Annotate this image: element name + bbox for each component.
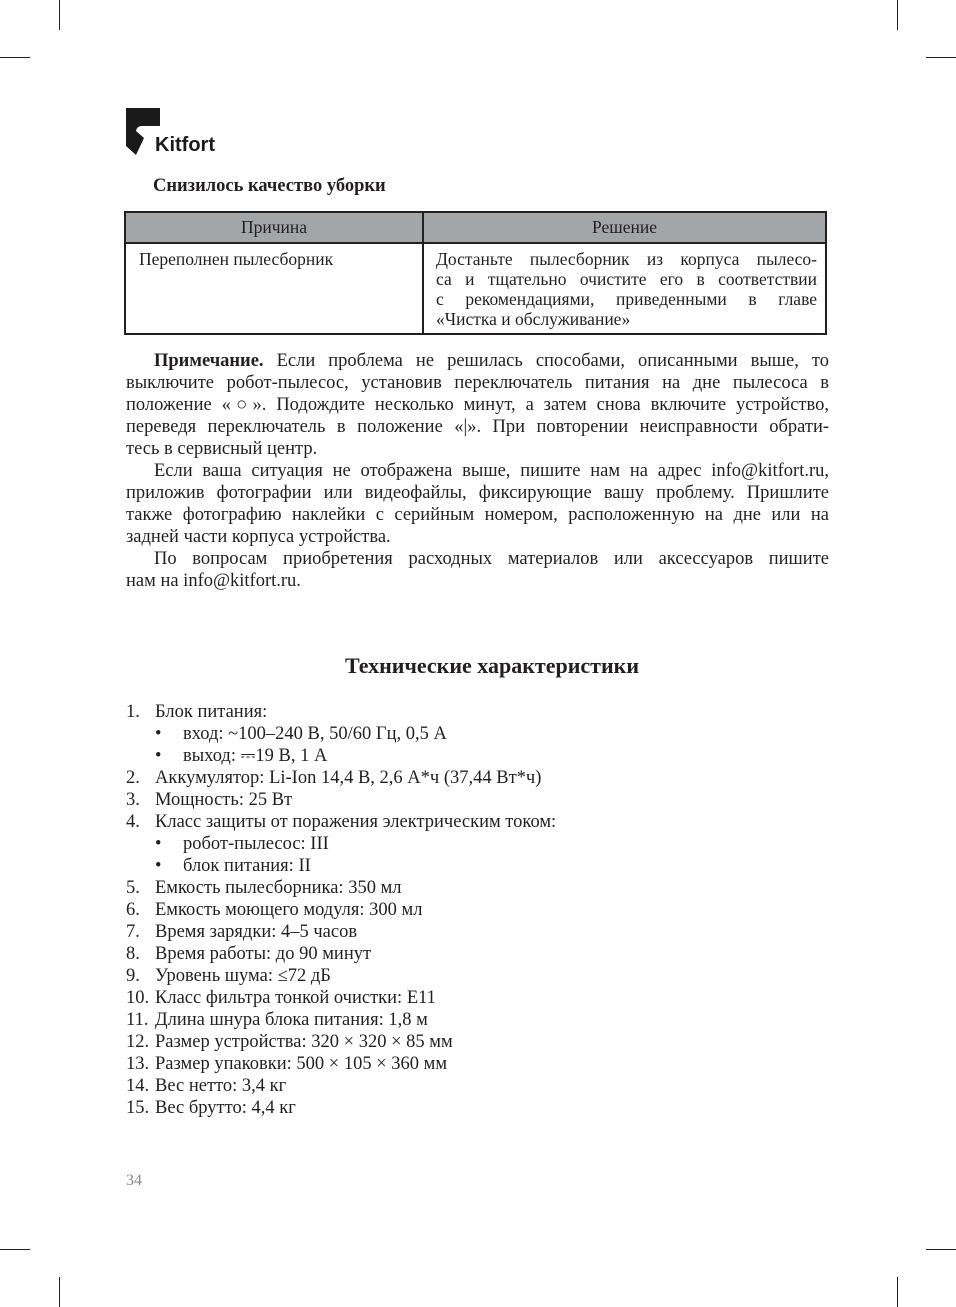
solution-line: Достаньте пылесборник из корпуса пылесо- — [436, 249, 817, 269]
spec-item — [126, 899, 422, 921]
solution-cell — [423, 243, 826, 334]
crop-mark — [59, 0, 60, 30]
spec-text: Размер устройства: 320 × 320 × 85 мм — [155, 1032, 453, 1052]
header-solution: Решение — [423, 212, 826, 243]
note-text: Если проблема не решилась способами, описанными выше, то — [263, 351, 829, 371]
spec-subitem — [155, 745, 327, 767]
spec-item — [126, 943, 371, 965]
spec-number: 6. — [126, 900, 140, 920]
kitfort-logo — [126, 108, 226, 160]
spec-item — [126, 767, 541, 789]
section-title: Снизилось качество уборки — [153, 176, 386, 196]
specs-title: Технические характеристики — [344, 653, 640, 678]
spec-number: 2. — [126, 768, 140, 788]
note-line: положение «○». Подождите несколько минут, а затем снова включите устройство, — [126, 395, 829, 415]
crop-mark — [897, 1277, 898, 1307]
spec-item — [126, 1009, 428, 1031]
crop-mark — [0, 1249, 30, 1250]
contact-line: Если ваша ситуация не отображена выше, пишите нам на адрес info@kitfort.ru, — [154, 461, 829, 481]
spec-subitem-text: выход: ⎓19 В, 1 А — [183, 746, 328, 766]
spec-item — [126, 1031, 453, 1053]
spec-number: 12. — [126, 1032, 150, 1052]
spec-text: Время работы: до 90 минут — [155, 944, 372, 964]
spec-number: 10. — [126, 988, 150, 1008]
spec-item — [126, 701, 267, 723]
spec-number: 3. — [126, 790, 140, 810]
cause-cell — [125, 243, 423, 334]
spec-number: 11. — [126, 1010, 149, 1030]
spec-text: Уровень шума: ≤72 дБ — [155, 966, 331, 986]
note-line: выключите робот-пылесос, установив переключатель питания на дне пылесоса в — [126, 373, 829, 393]
spec-item — [126, 1053, 447, 1075]
spec-text: Размер упаковки: 500 × 105 × 360 мм — [155, 1054, 448, 1074]
logo-text: Kitfort — [155, 134, 215, 156]
spec-number: 13. — [126, 1054, 150, 1074]
spec-subitem-text: вход: ~100–240 В, 50/60 Гц, 0,5 А — [183, 724, 447, 744]
spec-number: 9. — [126, 966, 140, 986]
spec-text: Емкость пылесборника: 350 мл — [155, 878, 402, 898]
note-line — [126, 350, 829, 372]
spec-number: 7. — [126, 922, 140, 942]
header-cause: Причина — [125, 212, 423, 243]
spec-subitem — [155, 723, 447, 745]
bullet-icon: • — [155, 746, 162, 766]
spec-item — [126, 811, 556, 833]
spec-item — [126, 965, 331, 987]
spec-subitem — [155, 855, 311, 877]
spec-number: 4. — [126, 812, 140, 832]
note-label: Примечание. — [154, 351, 264, 371]
spec-text: Длина шнура блока питания: 1,8 м — [155, 1010, 428, 1030]
spec-text: Вес брутто: 4,4 кг — [155, 1098, 296, 1118]
accessories-line: По вопросам приобретения расходных материалов или аксессуаров пишите — [154, 549, 829, 569]
crop-mark — [59, 1277, 60, 1307]
spec-number: 15. — [126, 1098, 150, 1118]
spec-text: Емкость моющего модуля: 300 мл — [155, 900, 423, 920]
table-row — [125, 243, 826, 334]
page-number: 34 — [126, 1172, 142, 1189]
bullet-icon: • — [155, 834, 162, 854]
spec-number: 1. — [126, 702, 140, 722]
crop-mark — [897, 0, 898, 30]
contact-line: также фотографию наклейки с серийным номером, расположенную на дне или на — [126, 505, 829, 525]
spec-item — [126, 877, 402, 899]
solution-line: «Чистка и обслуживание» — [436, 309, 631, 329]
spec-text: Аккумулятор: Li-Ion 14,4 В, 2,6 А*ч (37,44 Вт*ч) — [155, 768, 542, 788]
crop-mark — [926, 57, 956, 58]
spec-text: Блок питания: — [155, 702, 268, 722]
crop-mark — [926, 1249, 956, 1250]
spec-number: 5. — [126, 878, 140, 898]
spec-number: 14. — [126, 1076, 150, 1096]
bullet-icon: • — [155, 724, 162, 744]
accessories-line: нам на info@kitfort.ru. — [126, 571, 301, 591]
spec-item — [126, 789, 292, 811]
solution-line: с рекомендациями, приведенными в главе — [436, 289, 817, 309]
bullet-icon: • — [155, 856, 162, 876]
table-header-row — [125, 212, 826, 243]
spec-subitem-text: блок питания: II — [183, 856, 311, 876]
cause-text: Переполнен пылесборник — [139, 249, 334, 269]
spec-number: 8. — [126, 944, 140, 964]
note-line: переведя переключатель в положение «|». При повторении неисправности обрати- — [126, 417, 829, 437]
spec-item — [126, 921, 357, 943]
troubleshooting-table — [124, 211, 827, 335]
spec-item — [126, 1097, 296, 1119]
contact-line: задней части корпуса устройства. — [126, 527, 391, 547]
spec-text: Мощность: 25 Вт — [155, 790, 293, 810]
spec-text: Класс фильтра тонкой очистки: E11 — [155, 988, 436, 1008]
spec-item — [126, 1075, 286, 1097]
spec-text: Время зарядки: 4–5 часов — [155, 922, 358, 942]
spec-text: Класс защиты от поражения электрическим током: — [155, 812, 557, 832]
spec-item — [126, 987, 436, 1009]
solution-line: са и тщательно очистите его в соответствии — [436, 269, 817, 289]
spec-text: Вес нетто: 3,4 кг — [155, 1076, 287, 1096]
spec-subitem-text: робот-пылесос: III — [183, 834, 329, 854]
contact-line: приложив фотографии или видеофайлы, фиксирующие вашу проблему. Пришлите — [126, 483, 829, 503]
spec-subitem — [155, 833, 329, 855]
crop-mark — [0, 57, 30, 58]
note-line: тесь в сервисный центр. — [126, 439, 318, 459]
note-paragraph — [126, 350, 829, 592]
